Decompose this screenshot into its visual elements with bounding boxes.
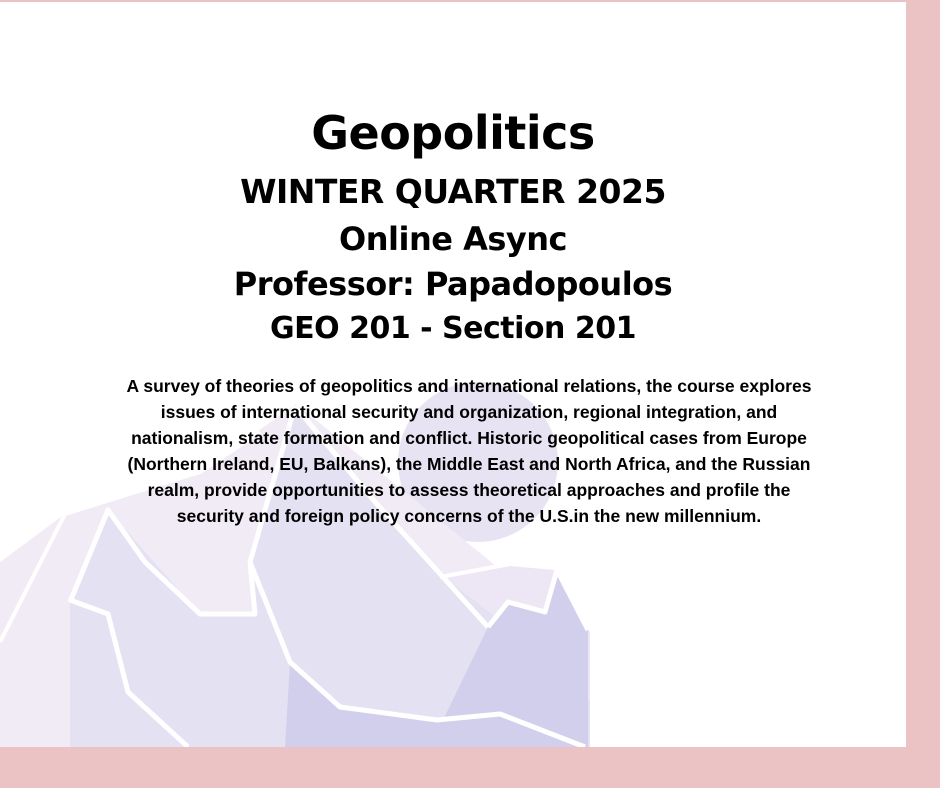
description-line: issues of international security and organization, regional integration, and <box>160 402 778 422</box>
description-line: security and foreign policy concerns of the U.S.in the new millennium. <box>176 506 762 526</box>
description-line: realm, provide opportunities to assess theoretical approaches and profile the <box>147 480 791 500</box>
course-title: Geopolitics <box>311 106 595 160</box>
description-line: (Northern Ireland, EU, Balkans), the Middle East and North Africa, and the Russian <box>127 454 811 474</box>
course-description <box>114 373 824 529</box>
course-section: GEO 201 - Section 201 <box>270 311 636 346</box>
course-delivery-mode: Online Async <box>339 220 567 258</box>
course-professor: Professor: Papadopoulos <box>233 265 673 303</box>
course-term: WINTER QUARTER 2025 <box>240 172 666 211</box>
description-line: nationalism, state formation and conflict. Historic geopolitical cases from Europe <box>131 428 807 448</box>
document-page <box>0 2 906 747</box>
description-line: A survey of theories of geopolitics and international relations, the course explores <box>126 376 812 396</box>
